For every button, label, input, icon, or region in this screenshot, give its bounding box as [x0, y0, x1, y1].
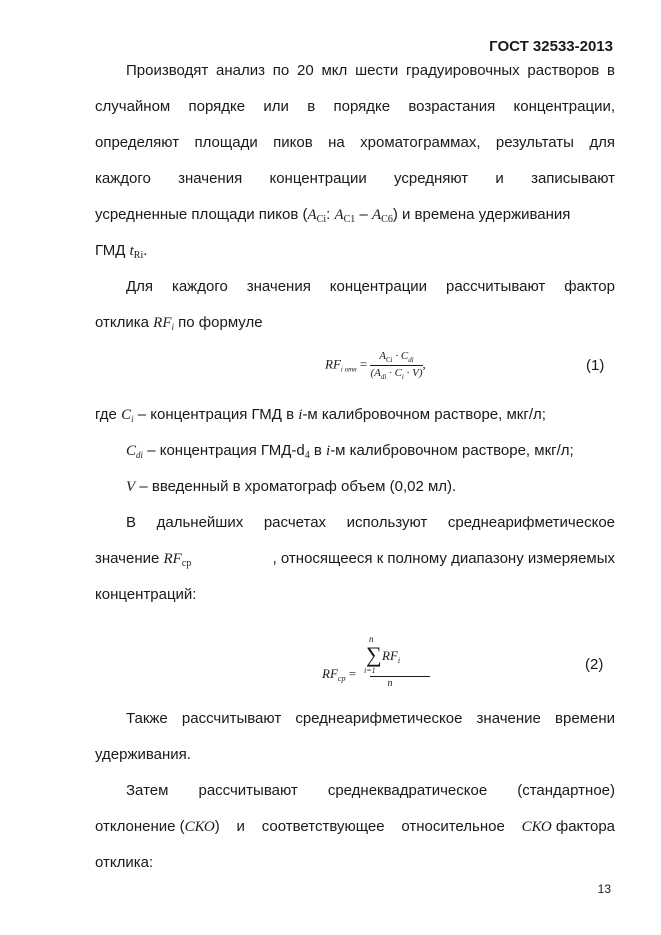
var-A: A: [334, 207, 344, 223]
text: по формуле: [174, 314, 263, 331]
paragraph-line: Затем рассчитывают среднеквадратическое (стандартное): [126, 782, 615, 799]
subscript: i отн: [340, 365, 357, 374]
text: усредненные площади пиков (: [95, 206, 308, 223]
text: -м калибровочном растворе, мкг/л;: [302, 406, 546, 423]
text: ГМД: [95, 242, 130, 259]
var-i: i: [326, 443, 331, 459]
definition-line: [95, 406, 615, 424]
text: -м калибровочном растворе, мкг/л;: [330, 442, 574, 459]
text: :: [326, 206, 335, 223]
numerator: $A_{Ci} \cdot C_{di}$: [370, 350, 422, 366]
var-A: A: [307, 207, 317, 223]
subscript: Ri: [133, 250, 144, 261]
var-V: V: [126, 479, 136, 495]
equation-number: (1): [586, 357, 605, 374]
paragraph-line: [95, 818, 615, 836]
var-i: i: [298, 407, 303, 423]
subscript: Ci: [316, 214, 327, 225]
text: относительное: [401, 818, 505, 835]
paragraph-line: отклика:: [95, 854, 154, 871]
formula-1: [325, 350, 426, 381]
text: СКО фактора: [521, 818, 615, 835]
paragraph-line: каждого значения концентрации усредняют и записывают: [95, 170, 615, 187]
text: значение $RF_{ср}$: [95, 550, 192, 569]
numerator: n ∑ i=1 $RF_i$: [370, 636, 430, 677]
definition-line: [126, 478, 615, 496]
equation-number: (2): [585, 656, 604, 673]
paragraph-line: [95, 550, 615, 569]
var-A: A: [372, 207, 382, 223]
equals: =: [356, 356, 368, 372]
text: отклонение (СКО): [95, 818, 220, 835]
text: – введенный в хроматограф объем (0,02 мл).: [135, 478, 457, 495]
text: , относящееся к полному диапазону измеряемых: [272, 550, 615, 567]
paragraph-line: [95, 242, 615, 261]
text: и: [236, 818, 245, 835]
var-C: C: [121, 407, 132, 423]
paragraph-line: В дальнейших расчетах используют среднеарифметическое: [126, 514, 615, 531]
text: в: [309, 442, 327, 459]
denominator: n: [387, 678, 393, 689]
paragraph-line: Для каждого значения концентрации рассчитывают фактор: [126, 278, 615, 295]
sum-sign: ∑: [366, 642, 382, 667]
text: соответствующее: [261, 818, 385, 835]
subscript: C6: [381, 214, 393, 225]
paragraph-line: удерживания.: [95, 746, 191, 763]
subscript: C1: [343, 214, 356, 225]
var-RF: RF: [153, 315, 172, 331]
formula-lhs: $RF_{ср}$ =: [322, 666, 357, 683]
text: – концентрация ГМД-d: [143, 442, 305, 459]
formula-lhs: RF: [325, 356, 341, 372]
fraction: [370, 350, 422, 381]
paragraph-line: Также рассчитывают среднеарифметическое значение времени: [126, 710, 615, 727]
var-C: C: [126, 443, 137, 459]
subscript: di: [136, 450, 144, 460]
page-number: 13: [597, 882, 611, 896]
fraction: [364, 634, 430, 689]
text: отклика: [95, 314, 154, 331]
standard-header: ГОСТ 32533-2013: [489, 38, 613, 55]
subscript: i: [131, 414, 134, 424]
paragraph-line: определяют площади пиков на хроматограммах, результаты для: [95, 134, 615, 151]
paragraph-line: случайном порядке или в порядке возрастания концентрации,: [95, 98, 615, 115]
denominator: $(A_{di} \cdot C_i \cdot V)$: [370, 367, 423, 381]
paragraph-line: Производят анализ по 20 мкл шести градуировочных растворов в: [126, 62, 615, 79]
comma: ,: [422, 356, 426, 372]
paragraph-line: [95, 206, 615, 225]
definition-line: [126, 442, 615, 461]
subscript: 4: [304, 450, 310, 461]
paragraph-line: концентраций:: [95, 586, 197, 603]
subscript: i: [171, 322, 174, 332]
var-t: t: [129, 243, 134, 259]
text: где: [95, 406, 122, 423]
text: ) и времена удерживания: [392, 206, 571, 223]
text: – концентрация ГМД в: [133, 406, 299, 423]
text: –: [355, 206, 372, 223]
text: .: [143, 242, 148, 259]
paragraph-line: [95, 314, 615, 332]
